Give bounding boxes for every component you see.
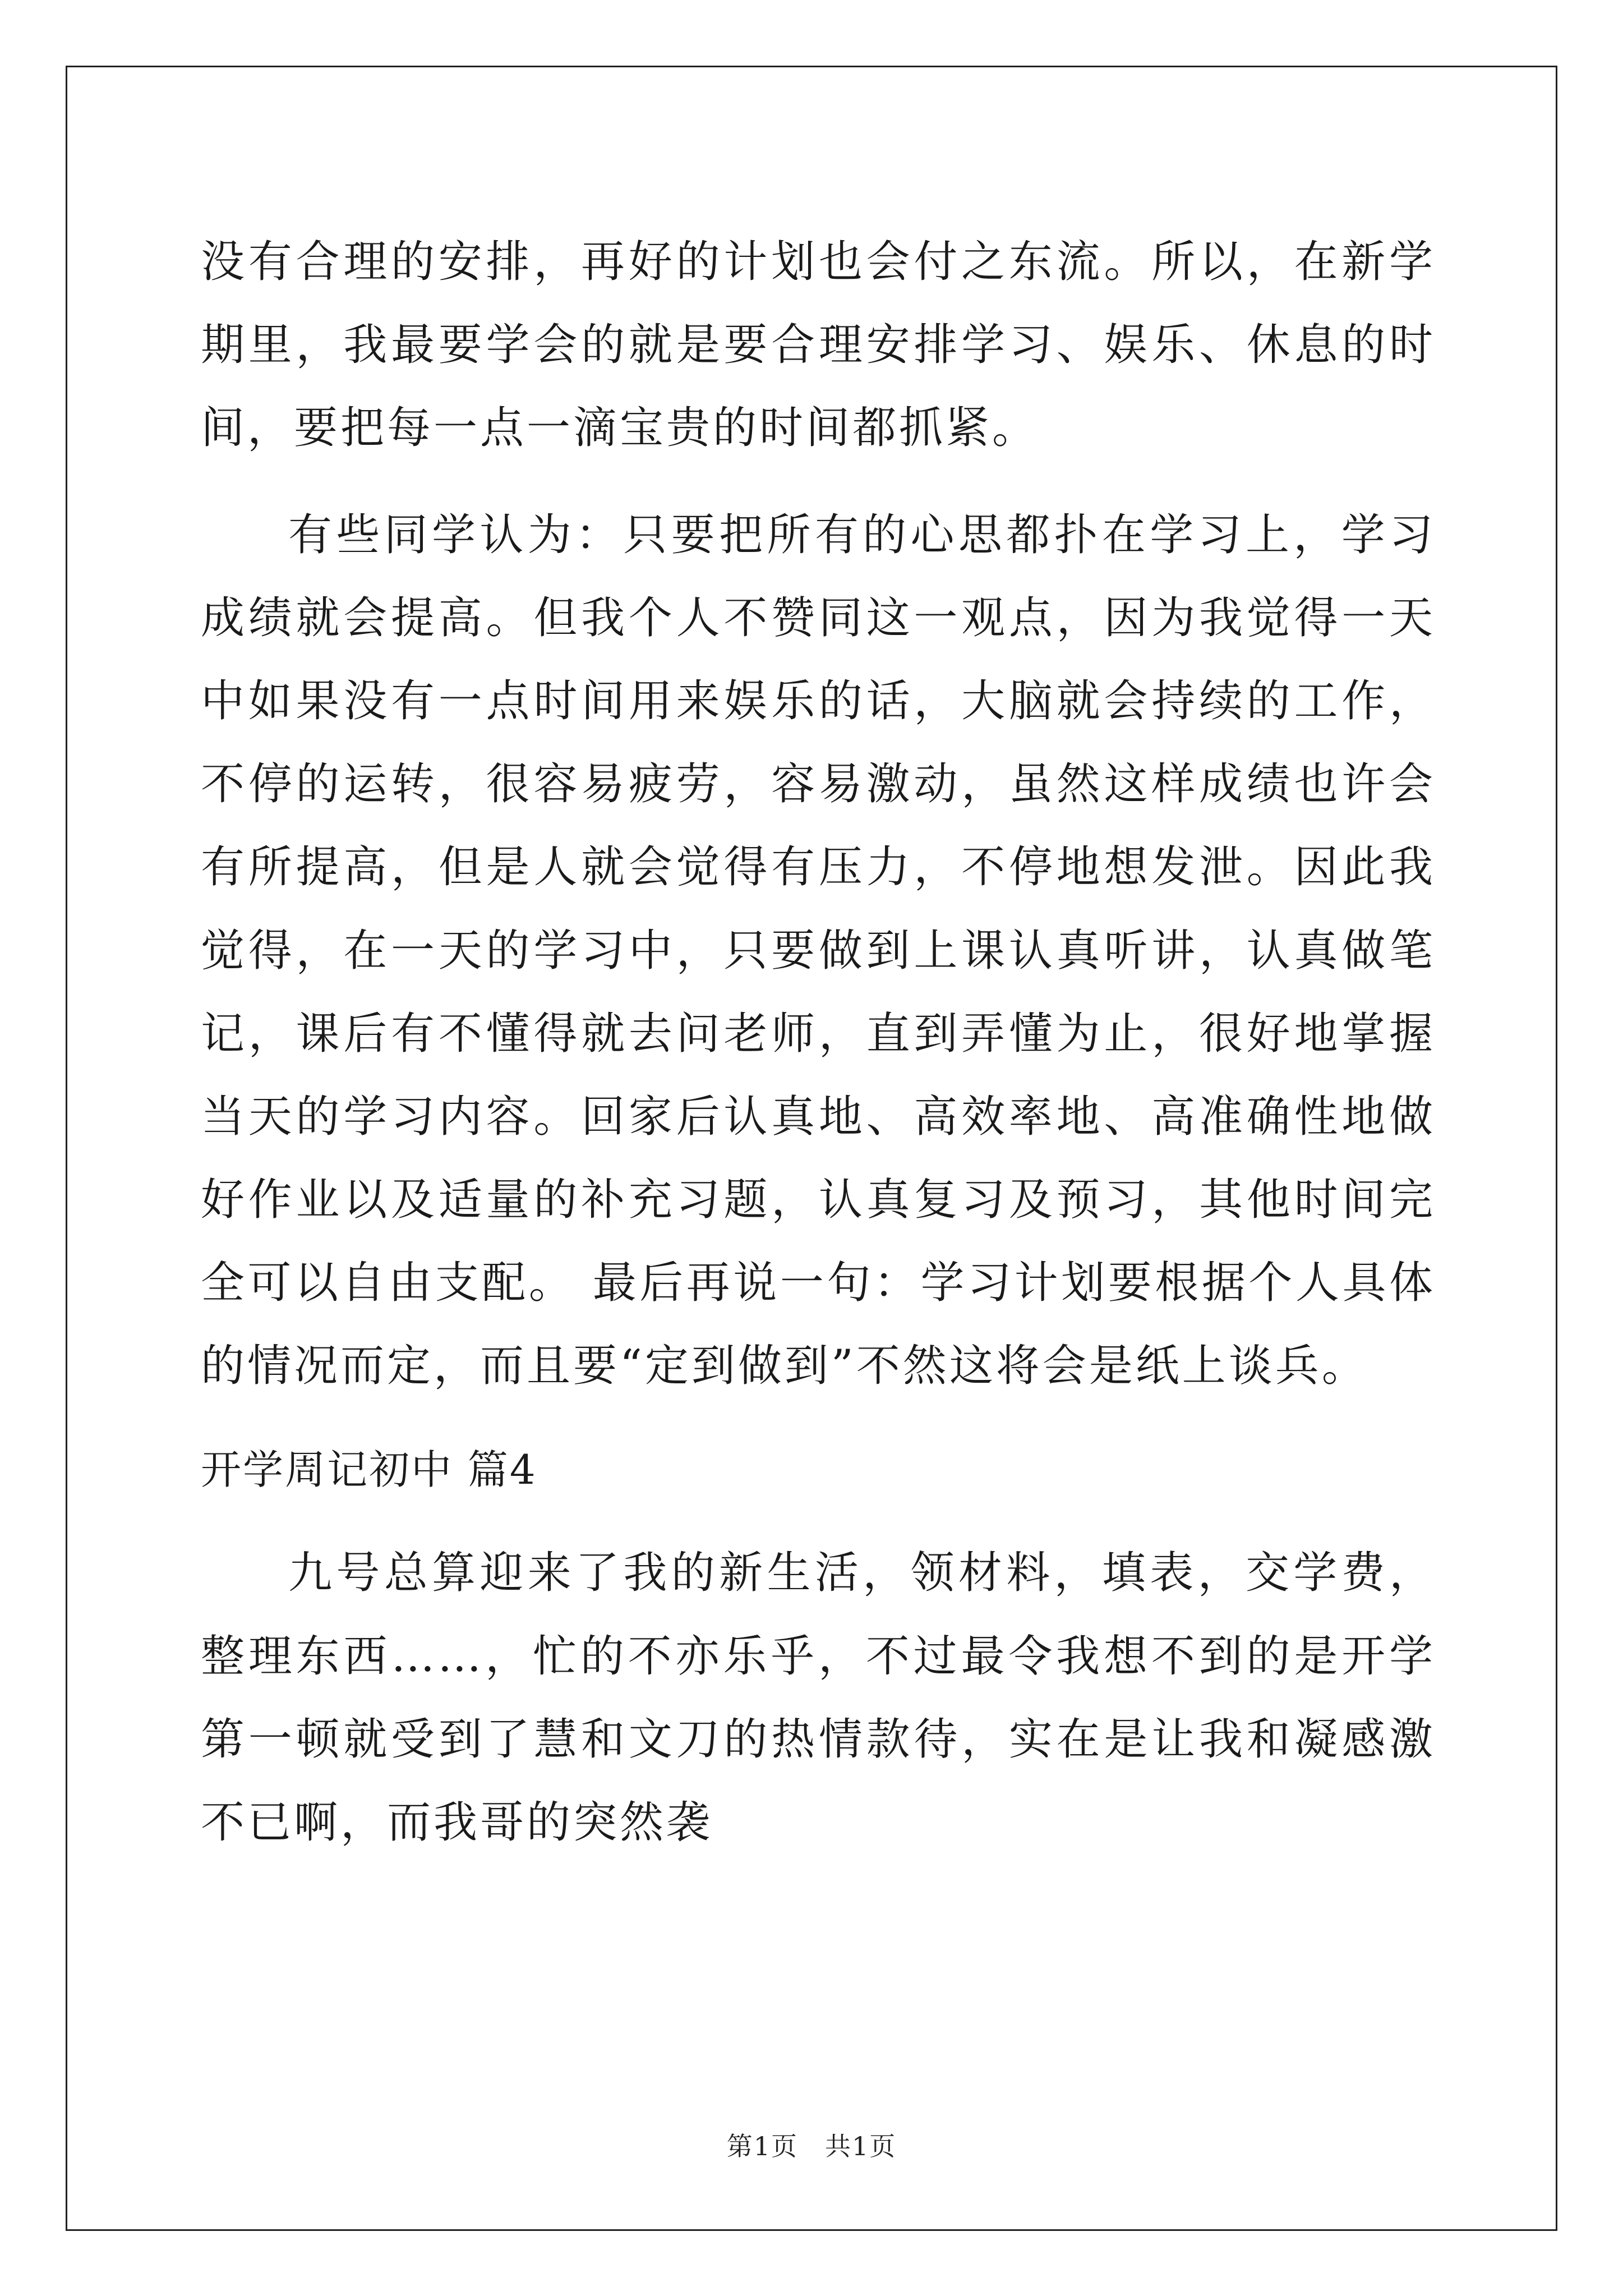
paragraph-3: 九号总算迎来了我的新生活，领材料，填表，交学费，整理东西……，忙的不亦乐乎，不过最令我想不到的是开学第一顿就受到了慧和文刀的热情款待，实在是让我和凝感激不已啊，而我哥的突然袭: [201, 1548, 1436, 1848]
page-number-footer: 第1页 共1页: [726, 2131, 897, 2161]
paragraph-2: 有些同学认为：只要把所有的心思都扑在学习上，学习成绩就会提高。但我个人不赞同这一观点，因为我觉得一天中如果没有一点时间用来娱乐的话，大脑就会持续的工作，不停的运转，很容易疲劳，容易激动，虽然这样成绩也许会有所提高，但是人就会觉得有压力，不停地想发泄。因此我觉得，在一天的学习中，只要做到上课认真听讲，认真做笔记，课后有不懂得就去问老师，直到弄懂为止，很好地掌握当天的学习内容。回家后认真地、高效率地、高准确性地做好作业以及适量的补充习题，认真复习及预习，其他时间完全可以自由支配。 最后再说一句：学习计划要根据个人具体的情况而定，而且要“定到做到”不然这将会是纸上谈兵。: [201, 509, 1436, 1392]
paragraph-1: 没有合理的安排，再好的计划也会付之东流。所以，在新学期里，我最要学会的就是要合理安排学习、娱乐、休息的时间，要把每一点一滴宝贵的时间都抓紧。: [201, 237, 1436, 454]
section-heading: 开学周记初中 篇4: [201, 1446, 537, 1493]
document-body: [201, 220, 1436, 1864]
